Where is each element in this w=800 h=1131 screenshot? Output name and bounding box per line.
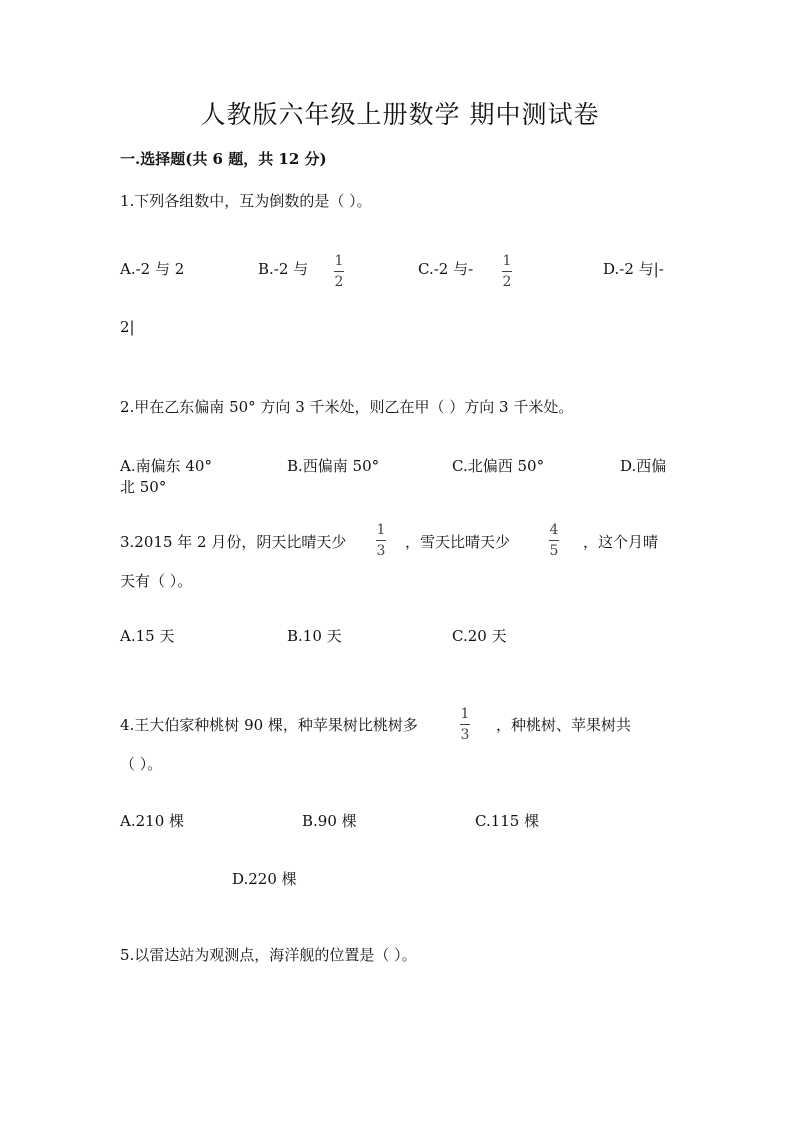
q1-option-b-fraction <box>334 254 344 289</box>
q2-option-d: D.西偏 <box>620 457 667 475</box>
fraction-denominator: 2 <box>334 274 344 290</box>
q4-stem-continued: （ ）。 <box>120 755 163 773</box>
section-heading: 一.选择题(共 6 题，共 12 分) <box>120 150 327 168</box>
q2-option-c: C.北偏西 50° <box>452 457 545 475</box>
fraction-numerator: 1 <box>502 253 512 269</box>
q1-option-d: D.-2 与|- <box>603 260 664 278</box>
fraction-numerator: 1 <box>376 522 386 538</box>
page-title: 人教版六年级上册数学 期中测试卷 <box>200 100 600 129</box>
fraction-denominator: 5 <box>549 543 559 559</box>
q4-option-c: C.115 棵 <box>475 812 540 830</box>
fraction-denominator: 3 <box>460 727 470 743</box>
q4-stem-part1: 4.王大伯家种桃树 90 棵，种苹果树比桃树多 <box>120 716 418 734</box>
q4-fraction <box>460 707 470 742</box>
q2-option-b: B.西偏南 50° <box>287 457 380 475</box>
q2-option-d-continued: 北 50° <box>120 478 167 496</box>
fraction-bar <box>334 271 344 272</box>
fraction-bar <box>549 540 559 541</box>
q1-option-c: C.-2 与- <box>418 260 474 278</box>
q2-stem: 2.甲在乙东偏南 50° 方向 3 千米处，则乙在甲（ ）方向 3 千米处。 <box>120 398 574 416</box>
q4-option-b: B.90 棵 <box>302 812 357 830</box>
q5-stem: 5.以雷达站为观测点，海洋舰的位置是（ ）。 <box>120 946 417 964</box>
fraction-denominator: 3 <box>376 543 386 559</box>
q3-fraction-2 <box>549 523 559 558</box>
q4-option-d: D.220 棵 <box>232 870 297 888</box>
q4-stem-part2: ，种桃树、苹果树共 <box>496 716 632 734</box>
fraction-numerator: 4 <box>549 522 559 538</box>
q4-option-a: A.210 棵 <box>120 812 184 830</box>
fraction-numerator: 1 <box>334 253 344 269</box>
fraction-denominator: 2 <box>502 274 512 290</box>
q3-option-a: A.15 天 <box>120 627 175 645</box>
q1-option-d-continued: 2| <box>120 318 135 336</box>
fraction-bar <box>460 724 470 725</box>
q3-stem-continued: 天有（ ）。 <box>120 572 193 590</box>
q1-option-b: B.-2 与 <box>258 260 309 278</box>
q3-option-c: C.20 天 <box>452 627 507 645</box>
q3-stem-part2: ，雪天比晴天少 <box>405 533 511 551</box>
q1-option-c-fraction <box>502 254 512 289</box>
fraction-bar <box>502 271 512 272</box>
q3-option-b: B.10 天 <box>287 627 342 645</box>
q3-stem-part3: ，这个月晴 <box>583 533 659 551</box>
q3-fraction-1 <box>376 523 386 558</box>
q3-stem-part1: 3.2015 年 2 月份，阴天比晴天少 <box>120 533 347 551</box>
q2-option-a: A.南偏东 40° <box>120 457 212 475</box>
fraction-bar <box>376 540 386 541</box>
q1-stem: 1.下列各组数中，互为倒数的是（ ）。 <box>120 192 372 210</box>
q1-option-a: A.-2 与 2 <box>120 260 185 278</box>
fraction-numerator: 1 <box>460 706 470 722</box>
